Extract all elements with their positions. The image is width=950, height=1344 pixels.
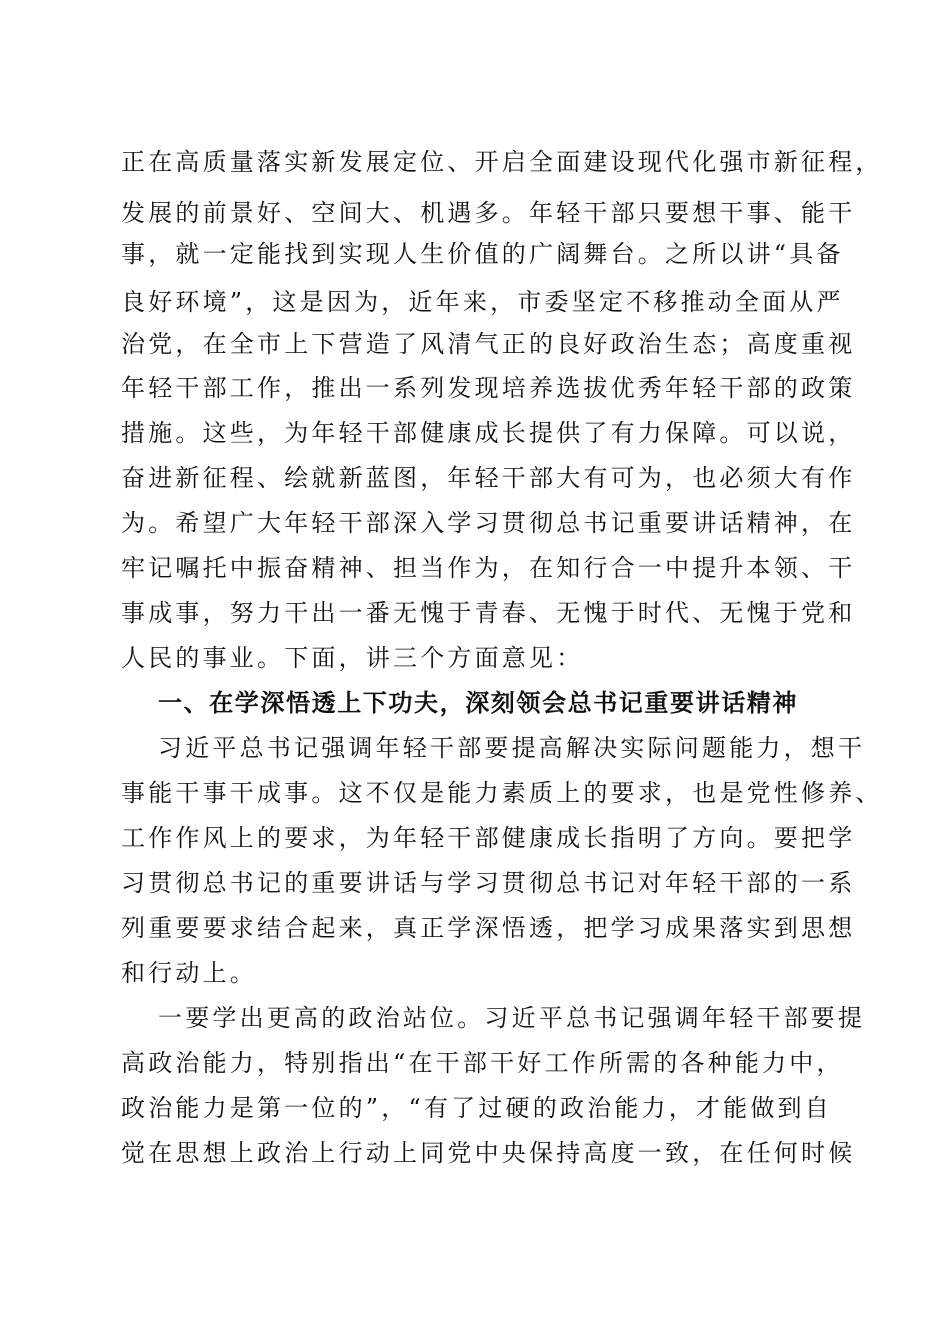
text-line: 事成事，努力干出一番无愧于青春、无愧于时代、无愧于党和 xyxy=(121,599,856,627)
text-line: 事，就一定能找到实现人生价值的广阔舞台。之所以讲“具备 xyxy=(121,240,844,268)
text-line: 政治能力是第一位的”，“有了过硬的政治能力，才能做到自 xyxy=(121,1094,832,1122)
text-line: 习近平总书记强调年轻干部要提高解决实际问题能力，想干 xyxy=(158,734,866,762)
text-line: 工作作风上的要求，为年轻干部健康成长指明了方向。要把学 xyxy=(121,824,856,852)
text-line: 治党，在全市上下营造了风清气正的良好政治生态；高度重视 xyxy=(121,330,856,358)
text-line: 高政治能力，特别指出“在干部干好工作所需的各种能力中， xyxy=(121,1049,844,1077)
text-line: 觉在思想上政治上行动上同党中央保持高度一致，在任何时候 xyxy=(121,1139,856,1167)
text-line: 为。希望广大年轻干部深入学习贯彻总书记重要讲话精神，在 xyxy=(121,509,856,537)
text-line: 发展的前景好、空间大、机遇多。年轻干部只要想干事、能干 xyxy=(121,199,856,227)
text-line: 一要学出更高的政治站位。习近平总书记强调年轻干部要提 xyxy=(158,1004,866,1032)
text-line: 事能干事干成事。这不仅是能力素质上的要求，也是党性修养、 xyxy=(121,779,883,807)
text-line: 习贯彻总书记的重要讲话与学习贯彻总书记对年轻干部的一系 xyxy=(121,869,856,897)
text-line: 和行动上。 xyxy=(121,959,257,987)
section-heading: 一、在学深悟透上下功夫，深刻领会总书记重要讲话精神 xyxy=(158,689,798,717)
text-line: 牢记嘱托中振奋精神、担当作为，在知行合一中提升本领、干 xyxy=(121,554,856,582)
text-line: 正在高质量落实新发展定位、开启全面建设现代化强市新征程， xyxy=(121,148,883,176)
text-line: 奋进新征程、绘就新蓝图，年轻干部大有可为，也必须大有作 xyxy=(121,464,856,492)
text-line: 年轻干部工作，推出一系列发现培养选拔优秀年轻干部的政策 xyxy=(121,374,856,402)
text-line: 良好环境”，这是因为，近年来，市委坚定不移推动全面从严 xyxy=(121,288,844,316)
text-line: 措施。这些，为年轻干部健康成长提供了有力保障。可以说， xyxy=(121,419,856,447)
text-line: 人民的事业。下面，讲三个方面意见： xyxy=(121,644,584,672)
text-line: 列重要要求结合起来，真正学深悟透，把学习成果落实到思想 xyxy=(121,914,856,942)
